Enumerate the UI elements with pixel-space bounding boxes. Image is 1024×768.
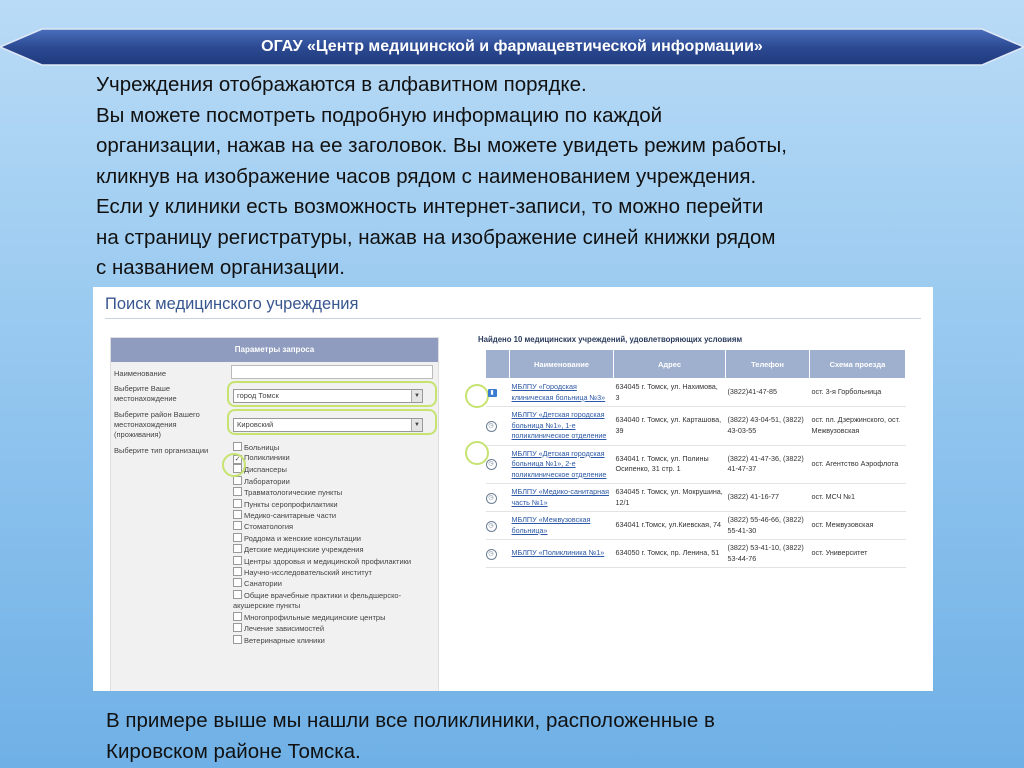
clinic-name-link[interactable]: МБЛПУ «Поликлиника №1» bbox=[510, 540, 614, 568]
checkbox-label: Лаборатории bbox=[244, 476, 290, 486]
checkbox-label: Пункты серопрофилактики bbox=[244, 499, 338, 509]
checkbox-item[interactable] bbox=[233, 533, 438, 544]
clinic-address: 634041 г. Томск, ул. Полины Осипенко, 31 стр. 1 bbox=[614, 445, 726, 484]
intro-line: Вы можете посмотреть подробную информацию по каждой bbox=[96, 103, 663, 127]
checkbox-label: Центры здоровья и медицинской профилактики bbox=[244, 556, 412, 566]
dropdown-arrow-icon[interactable]: ▼ bbox=[411, 419, 422, 431]
results-caption: Найдено 10 медицинских учреждений, удовлетворяющих условиям bbox=[478, 335, 743, 344]
checkbox[interactable] bbox=[233, 487, 242, 496]
clock-icon[interactable]: ◷ bbox=[486, 421, 497, 432]
clinic-address: 634040 г. Томск, ул. Карташова, 39 bbox=[614, 407, 726, 446]
clinic-route: ост. МСЧ №1 bbox=[810, 484, 906, 512]
name-input[interactable] bbox=[231, 365, 433, 379]
checkbox[interactable] bbox=[233, 533, 242, 542]
dropdown-arrow-icon[interactable]: ▼ bbox=[411, 390, 422, 402]
checkbox-item[interactable] bbox=[233, 544, 438, 555]
clinic-route: ост. Агентство Аэрофлота bbox=[810, 445, 906, 484]
clinic-name-link[interactable]: МБЛПУ «Медико-санитарная часть №1» bbox=[510, 484, 614, 512]
clinic-name-link[interactable]: МБЛПУ «Детская городская больница №1», 2-е поликлиническое отделение bbox=[510, 445, 614, 484]
checkbox-label: Ветеринарные клиники bbox=[244, 635, 325, 645]
clinic-phone: (3822) 41-47-36, (3822) 41-47-37 bbox=[726, 445, 810, 484]
table-row bbox=[486, 484, 906, 512]
intro-line: на страницу регистратуры, нажав на изображение синей книжки рядом bbox=[96, 225, 776, 249]
checkbox-item[interactable] bbox=[233, 476, 438, 487]
banner-title: ОГАУ «Центр медицинской и фармацевтической информации» bbox=[261, 38, 763, 55]
clinic-route: ост. Университет bbox=[810, 540, 906, 568]
clinic-route: ост. пл. Дзержинского, ост. Межвузовская bbox=[810, 407, 906, 446]
table-row bbox=[486, 379, 906, 407]
checkbox-label: Санатории bbox=[244, 579, 282, 589]
checkbox[interactable] bbox=[233, 635, 242, 644]
checkbox[interactable] bbox=[233, 623, 242, 632]
checkbox-item[interactable] bbox=[233, 635, 438, 646]
checkbox-item[interactable] bbox=[233, 612, 438, 623]
clinic-phone: (3822) 43-04-51, (3822) 43-03-55 bbox=[726, 407, 810, 446]
intro-text bbox=[96, 70, 976, 284]
intro-line: Учреждения отображаются в алфавитном порядке. bbox=[96, 73, 587, 96]
checkbox-label: Травматологические пункты bbox=[244, 488, 343, 498]
clinic-address: 634050 г. Томск, пр. Ленина, 51 bbox=[614, 540, 726, 568]
checkbox-item[interactable] bbox=[233, 499, 438, 510]
embedded-screenshot bbox=[93, 287, 933, 691]
checkbox-item[interactable] bbox=[233, 567, 438, 578]
col-header: Телефон bbox=[726, 350, 810, 379]
checkbox-label: Детские медицинские учреждения bbox=[244, 545, 364, 555]
checkbox-item[interactable] bbox=[233, 442, 438, 453]
checkbox[interactable] bbox=[233, 612, 242, 621]
checkbox-item[interactable] bbox=[233, 623, 438, 634]
table-row bbox=[486, 512, 906, 540]
clock-icon[interactable]: ◷ bbox=[486, 493, 497, 504]
checkbox-label: Многопрофильные медицинские центры bbox=[244, 612, 386, 622]
checkbox-label: Стоматология bbox=[244, 522, 294, 532]
outro-line: Кировском районе Томска. bbox=[106, 739, 361, 763]
checkbox[interactable] bbox=[233, 442, 242, 451]
checkbox-item[interactable] bbox=[233, 510, 438, 521]
clinic-address: 634045 г. Томск, ул. Мокрушина, 12/1 bbox=[614, 484, 726, 512]
checkbox[interactable] bbox=[233, 476, 242, 485]
clock-icon[interactable]: ◷ bbox=[486, 549, 497, 560]
clinic-name-link[interactable]: МБЛПУ «Детская городская больница №1», 1-е поликлиническое отделение bbox=[510, 407, 614, 446]
checkbox-item[interactable] bbox=[233, 590, 438, 612]
checkbox-label: Роддома и женские консультации bbox=[244, 533, 362, 543]
district-label: Выберите район Вашего местонахождения (проживания) bbox=[114, 410, 200, 439]
title-divider bbox=[105, 318, 921, 319]
checkbox[interactable] bbox=[233, 578, 242, 587]
clinic-phone: (3822)41-47-85 bbox=[726, 379, 810, 407]
form-header: Параметры запроса bbox=[111, 338, 438, 362]
blue-book-icon[interactable]: ▮ bbox=[488, 389, 497, 397]
checkbox-item[interactable] bbox=[233, 578, 438, 589]
name-label: Наименование bbox=[114, 369, 166, 378]
col-header: Адрес bbox=[614, 350, 726, 379]
clinic-phone: (3822) 55-46-66, (3822) 55-41-30 bbox=[726, 512, 810, 540]
outro-line: В примере выше мы нашли все поликлиники, расположенные в bbox=[106, 709, 715, 732]
col-icons bbox=[486, 350, 510, 379]
checkbox-label: Научно-исследовательский институт bbox=[244, 568, 372, 578]
checkbox-item[interactable] bbox=[233, 556, 438, 567]
checkbox-highlight bbox=[222, 453, 246, 477]
table-row bbox=[486, 540, 906, 568]
district-highlight bbox=[227, 409, 437, 435]
checkbox[interactable] bbox=[233, 567, 242, 576]
intro-line: кликнув на изображение часов рядом с наименованием учреждения. bbox=[96, 164, 757, 188]
type-label: Выберите тип организации bbox=[114, 446, 209, 455]
checkbox-item[interactable] bbox=[233, 464, 438, 475]
clinic-route: ост. Межвузовская bbox=[810, 512, 906, 540]
col-header: Схема проезда bbox=[810, 350, 906, 379]
intro-line: организации, нажав на ее заголовок. Вы можете увидеть режим работы, bbox=[96, 134, 787, 157]
table-row bbox=[486, 407, 906, 446]
location-highlight bbox=[227, 381, 437, 407]
checkbox[interactable] bbox=[233, 556, 242, 565]
intro-line: Если у клиники есть возможность интернет-записи, то можно перейти bbox=[96, 195, 764, 218]
checkbox[interactable] bbox=[233, 590, 242, 599]
col-header: Наименование bbox=[510, 350, 614, 379]
checkbox[interactable] bbox=[233, 510, 242, 519]
checkbox[interactable] bbox=[233, 544, 242, 553]
checkbox-label: Лечение зависимостей bbox=[244, 624, 325, 634]
checkbox-label: Общие врачебные практики и фельдшерско-акушерские пункты bbox=[233, 590, 402, 611]
clinic-name-link[interactable]: МБЛПУ «Городская клиническая больница №3» bbox=[510, 379, 614, 407]
clinic-phone: (3822) 53-41-10, (3822) 53-44-76 bbox=[726, 540, 810, 568]
district-value: Кировский bbox=[237, 420, 274, 429]
checkbox-label: Поликлиники bbox=[244, 453, 290, 463]
title-banner bbox=[0, 28, 1024, 66]
clinic-phone: (3822) 41-16-77 bbox=[726, 484, 810, 512]
checkbox[interactable] bbox=[233, 521, 242, 530]
checkbox-item[interactable] bbox=[233, 521, 438, 532]
clinic-address: 634045 г. Томск, ул. Нахимова, 3 bbox=[614, 379, 726, 407]
clinic-name-link[interactable]: МБЛПУ «Межвузовская больница» bbox=[510, 512, 614, 540]
checkbox-checked[interactable]: ✓ bbox=[234, 456, 241, 464]
checkbox-label: Больницы bbox=[244, 443, 280, 452]
checkbox-label: Диспансеры bbox=[244, 465, 287, 475]
checkbox-label: Медико-санитарные части bbox=[244, 511, 337, 521]
table-row bbox=[486, 445, 906, 484]
clinic-route: ост. 3-я Горбольница bbox=[810, 379, 906, 407]
intro-line: с названием организации. bbox=[96, 256, 346, 279]
location-value: город Томск bbox=[237, 391, 279, 400]
checkbox-item[interactable] bbox=[233, 453, 438, 464]
checkbox-item[interactable] bbox=[233, 487, 438, 498]
clinic-address: 634041 г.Томск, ул.Киевская, 74 bbox=[614, 512, 726, 540]
clock-icon[interactable]: ◷ bbox=[486, 459, 497, 470]
results-table bbox=[485, 349, 906, 568]
type-checklist bbox=[233, 442, 438, 646]
location-label: Выберите Ваше местонахождение bbox=[114, 384, 177, 403]
outro-text bbox=[106, 706, 986, 767]
search-page-title: Поиск медицинского учреждения bbox=[105, 295, 359, 313]
checkbox[interactable] bbox=[233, 499, 242, 508]
clock-icon[interactable]: ◷ bbox=[486, 521, 497, 532]
